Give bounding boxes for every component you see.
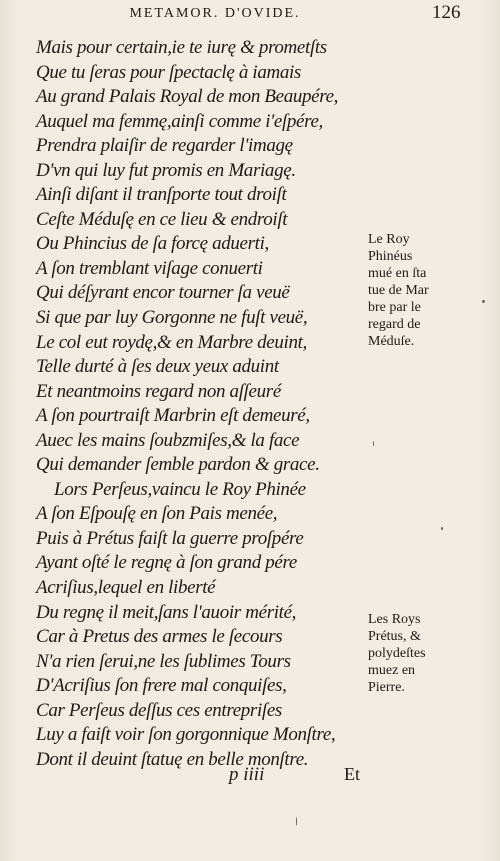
margin-note-line: Pierre. [368,680,405,695]
signature-mark: p iiii [229,764,265,785]
margin-note-line: Le Roy [368,232,410,247]
ink-speck [373,441,374,446]
verse-line: A ſon Eſpouſę en ſon Pais menée, [36,503,278,525]
margin-note-line: regard de [368,317,421,332]
verse-line: Ou Phincius de ſa forcę aduerti, [36,233,269,255]
margin-note-line: tue de Mar [368,283,429,298]
verse-line: Qui demander ſemble pardon & grace. [36,454,320,476]
verse-line: Qui déſyrant encor tourner ſa veuë [36,282,290,304]
verse-line: Acriſius,lequel en liberté [36,577,216,599]
verse-line: Du regnę il meit,ſans l'auoir mérité, [36,601,297,623]
verse-line: Car Perſeus deſſus ces entrepriſes [36,699,282,721]
margin-note-line: muez en [368,663,416,678]
margin-note-line: polydeſtes [368,646,426,661]
margin-note-line: Phinéus [368,249,413,264]
verse-line: Car à Pretus des armes le ſecours [36,626,283,648]
verse-line: N'a rien ſerui,ne les ſublimes Tours [36,650,291,672]
margin-note-pretus [368,611,480,696]
verse-line: Ceſte Méduſę en ce lieu & endroiſt [36,208,288,230]
verse-line: Si que par luy Gorgonne ne fuſt veuë, [36,307,308,329]
margin-note-line: mué en ſta [368,266,427,281]
margin-note-line: Les Roys [368,612,421,627]
verse-line: Mais pour certain,ie te iurę & prometſts [36,37,327,58]
verse-line: Au grand Palais Royal de mon Beaupére, [36,86,339,108]
margin-note-line: bre par le [368,300,421,315]
verse-line: Puis à Prétus faiſt la guerre proſpére [36,527,304,549]
margin-note-line: Méduſe. [368,334,415,349]
margin-note-line: Prétus, & [368,629,421,644]
verse-line: Et neantmoins regard non aſſeuré [36,380,281,402]
verse-line: D'Acriſius ſon frere mal conquiſes, [36,675,287,697]
margin-note-phineus [368,231,480,350]
catchword: Et [344,764,360,784]
verse-line: A ſon tremblant viſage conuerti [36,257,263,279]
verse-line: Dont il deuint ſtatuę en belle monſtre. [36,748,309,770]
ink-speck [441,527,443,530]
verse-line: Prendra plaiſir de regarder l'imagę [36,135,293,157]
ink-speck [482,300,485,303]
verse-line: D'vn qui luy fut promis en Mariagę. [36,159,296,181]
verse-line: Ayant oſté le regnę à ſon grand pére [36,552,297,574]
verse-line: A ſon pourtraiſt Marbrin eſt demeuré, [36,405,310,427]
running-head: METAMOR. D'OVIDE. [129,6,301,21]
page-number: 126 [432,2,461,23]
verse-line: Luy a faiſt voir ſon gorgonnique Monſtre, [36,724,336,746]
verse-line: Auec les mains ſoubzmiſes,& la face [36,429,300,451]
verse-line: Telle durté à ſes deux yeux aduint [36,356,279,378]
verse-line: Que tu ſeras pour ſpectaclę à iamais [36,61,301,83]
verse-line: Auquel ma femmę,ainſi comme i'eſpére, [36,110,323,132]
verse-line: Ainſi diſant il tranſporte tout droiſt [36,184,287,206]
verse-line: Lors Perſeus,vaincu le Roy Phinée [54,478,306,500]
ink-speck [296,817,297,826]
verse-line: Le col eut roydę,& en Marbre deuint, [36,331,307,353]
verse-block [36,36,376,772]
